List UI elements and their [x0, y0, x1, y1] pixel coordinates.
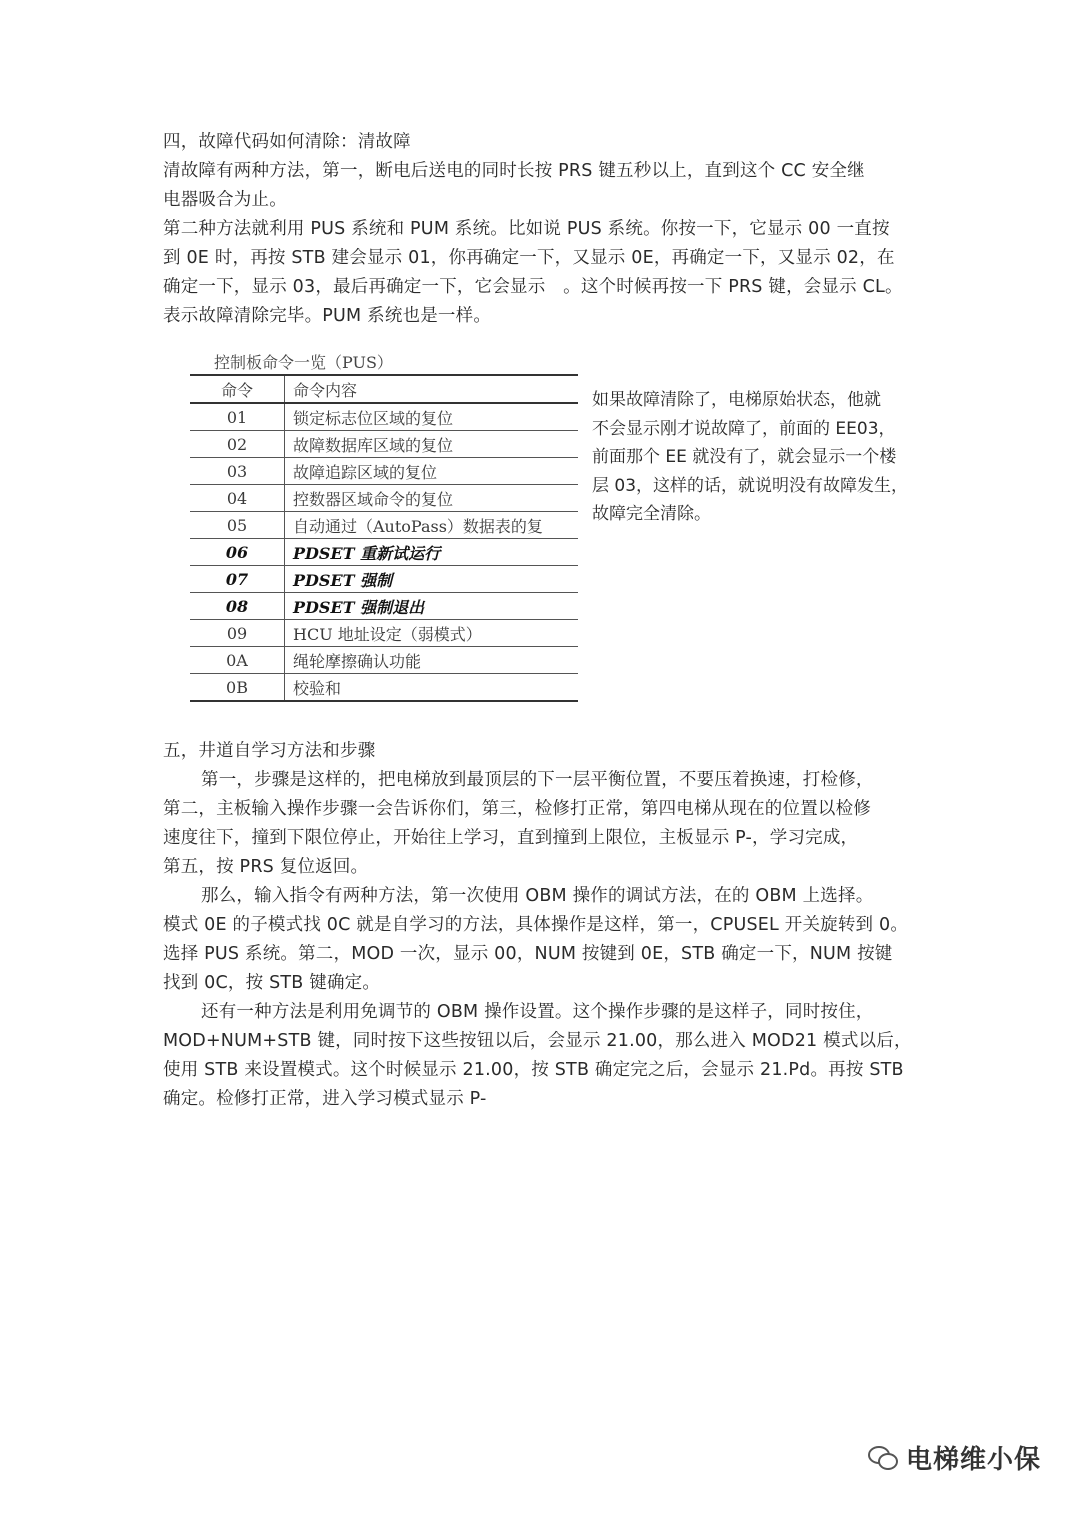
section-4-line: 电器吸合为止。 — [163, 190, 287, 210]
table-body — [190, 403, 578, 701]
command-code: 0B — [190, 674, 285, 702]
section-4-line: 第二种方法就利用 PUS 系统和 PUM 系统。比如说 PUS 系统。你按一下，它显示 00 一直按 — [163, 219, 890, 239]
command-table-figure — [190, 352, 578, 702]
side-note — [592, 386, 922, 529]
table-row — [190, 539, 578, 566]
section-4-line: 确定一下，显示 03，最后再确定一下，它会显示 。这个时候再按一下 PRS 键，会显示 CL。 — [163, 277, 903, 297]
section-4-line: 清故障有两种方法，第一，断电后送电的同时长按 PRS 键五秒以上，直到这个 CC 安全继 — [163, 161, 865, 181]
section-4-line: 表示故障清除完毕。PUM 系统也是一样。 — [163, 306, 492, 326]
column-header-desc: 命令内容 — [285, 375, 579, 403]
watermark — [868, 1437, 1041, 1477]
table-row — [190, 593, 578, 620]
section-5-line: 第一，步骤是这样的，把电梯放到最顶层的下一层平衡位置，不要压着换速，打检修， — [201, 770, 874, 790]
table-row — [190, 403, 578, 431]
command-description: 控数器区域命令的复位 — [285, 485, 579, 512]
command-code: 02 — [190, 431, 285, 458]
column-header-code: 命令 — [190, 375, 285, 403]
wechat-icon — [868, 1444, 898, 1470]
side-note-line: 不会显示刚才说故障了，前面的 EE03， — [592, 418, 896, 439]
table-row — [190, 647, 578, 674]
command-code: 09 — [190, 620, 285, 647]
section-5-line: 第五，按 PRS 复位返回。 — [163, 857, 369, 877]
command-code: 01 — [190, 403, 285, 431]
side-note-line: 如果故障清除了，电梯原始状态，他就 — [592, 390, 881, 410]
section-5-line: 确定。检修打正常，进入学习模式显示 P- — [163, 1089, 487, 1109]
command-description: 绳轮摩擦确认功能 — [285, 647, 579, 674]
command-code: 05 — [190, 512, 285, 539]
table-row — [190, 512, 578, 539]
section-5-line: 选择 PUS 系统。第二，MOD 一次，显示 00，NUM 按键到 0E，STB 确定一下，NUM 按键 — [163, 944, 893, 964]
section-5 — [163, 737, 923, 1114]
command-code: 04 — [190, 485, 285, 512]
table-row — [190, 674, 578, 702]
section-5-line: 第二，主板输入操作步骤一会告诉你们，第三，检修打正常，第四电梯从现在的位置以检修 — [163, 799, 871, 819]
section-5-line: 使用 STB 来设置模式。这个时候显示 21.00，按 STB 确定完之后，会显示 21.Pd。再按 STB — [163, 1060, 904, 1080]
command-description: 故障数据库区域的复位 — [285, 431, 579, 458]
command-description: PDSET 强制退出 — [285, 593, 579, 620]
command-code: 06 — [190, 539, 285, 566]
table-header-row — [190, 375, 578, 403]
table-row — [190, 485, 578, 512]
command-description: HCU 地址设定（弱模式） — [285, 620, 579, 647]
side-note-line: 层 03，这样的话，就说明没有故障发生， — [592, 475, 909, 496]
command-description: PDSET 强制 — [285, 566, 579, 593]
command-description: 故障追踪区域的复位 — [285, 458, 579, 485]
section-5-line: 速度往下，撞到下限位停止，开始往上学习，直到撞到上限位，主板显示 P-，学习完成， — [163, 828, 859, 848]
table-row — [190, 458, 578, 485]
section-4-heading: 四，故障代码如何清除：清故障 — [163, 132, 411, 152]
table-row — [190, 566, 578, 593]
command-description: PDSET 重新试运行 — [285, 539, 579, 566]
command-description: 锁定标志位区域的复位 — [285, 403, 579, 431]
table-title: 控制板命令一览（PUS） — [214, 353, 393, 372]
table-row — [190, 431, 578, 458]
command-code: 08 — [190, 593, 285, 620]
section-5-line: 那么，输入指令有两种方法，第一次使用 OBM 操作的调试方法，在的 OBM 上选择。 — [201, 886, 874, 906]
section-4 — [163, 128, 923, 331]
section-5-line: 找到 0C，按 STB 键确定。 — [163, 973, 381, 993]
command-code: 0A — [190, 647, 285, 674]
watermark-text: 电梯维小保 — [906, 1444, 1042, 1475]
section-5-line: MOD+NUM+STB 键，同时按下这些按钮以后，会显示 21.00，那么进入 MOD21 模式以后， — [163, 1031, 912, 1051]
command-description: 校验和 — [285, 674, 579, 702]
section-5-line: 还有一种方法是利用免调节的 OBM 操作设置。这个操作步骤的是这样子，同时按住， — [201, 1002, 874, 1022]
table-row — [190, 620, 578, 647]
command-code: 07 — [190, 566, 285, 593]
side-note-line: 前面那个 EE 就没有了，就会显示一个楼 — [592, 447, 897, 467]
section-5-heading: 五，井道自学习方法和步骤 — [163, 741, 376, 761]
side-note-line: 故障完全清除。 — [592, 504, 711, 524]
section-4-line: 到 0E 时，再按 STB 建会显示 01，你再确定一下，又显示 0E，再确定一下，又显示 02，在 — [163, 248, 895, 268]
section-5-line: 模式 0E 的子模式找 0C 就是自学习的方法，具体操作是这样，第一，CPUSEL 开关旋转到 0。 — [163, 915, 909, 935]
command-table — [190, 374, 578, 702]
command-description: 自动通过（AutoPass）数据表的复 — [285, 512, 579, 539]
command-code: 03 — [190, 458, 285, 485]
